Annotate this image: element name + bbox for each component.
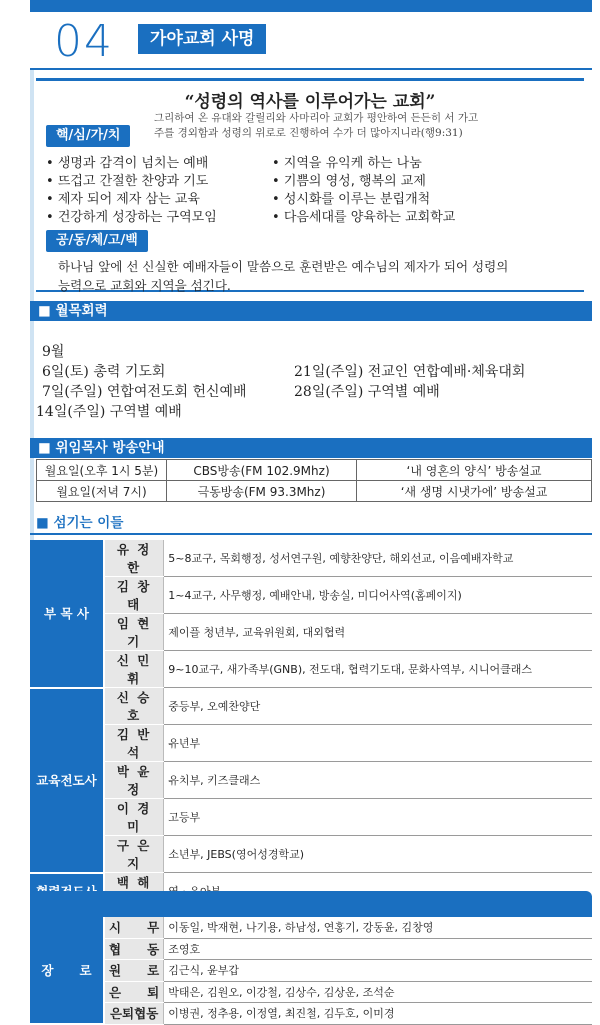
table-row [30,960,592,982]
core-values-label: 핵/심/가/치 [46,125,130,147]
elder-names: 조영호 [164,938,592,960]
motto: “성령의 역사를 이루어가는 교회” [184,92,436,112]
schedule-row [36,382,592,402]
schedule-item: 7일(주일) 연합여전도회 헌신예배 [42,384,247,400]
verse-line-2: 주를 경외함과 성령의 위로로 진행하여 수가 더 많아지니라(행9:31) [154,127,463,139]
table-row [30,725,592,762]
elder-category: 원 로 [104,960,164,982]
monthly-calendar-header: ■ 월목회력 [30,301,592,321]
broadcast-time: 월요일(저녁 7시) [37,481,167,502]
table-row [30,1003,592,1025]
staff-duty: 고등부 [164,799,592,836]
core-value: • 지역을 유익케 하는 나눔 [272,155,455,173]
table-row [30,938,592,960]
elder-names: 이병권, 정추용, 이정열, 최진철, 김두호, 이미경 [164,1003,592,1025]
common-line-2: 능력으로 교회와 지역을 섬긴다. [58,278,231,293]
schedule-item: 28일(주일) 구역별 예배 [294,384,440,400]
elder-category: 협 동 [104,938,164,960]
schedule-row [36,362,592,382]
table-row [37,460,592,481]
staff-name: 신 승 호 [104,688,164,725]
role-elders: 장 로 [30,917,104,1025]
table-row [30,614,592,651]
common-confession [58,257,578,295]
schedule-item: 6일(토) 총력 기도회 [42,364,166,380]
staff-name: 박 윤 정 [104,762,164,799]
table-row [30,762,592,799]
table-row [30,836,592,873]
page-header [30,12,592,70]
staff-duty: 유치부, 키즈클래스 [164,762,592,799]
staff-name: 백 해 [104,873,164,910]
core-value: • 생명과 감격이 넘치는 예배 [46,155,217,173]
table-row [30,981,592,1003]
table-row [30,917,592,939]
common-confession-label: 공/동/체/고/백 [46,230,148,252]
verse [154,111,574,141]
section-title: 가야교회 사명 [138,24,266,54]
table-row [30,651,592,688]
staff-name: 신 민 휘 [104,651,164,688]
core-value: • 제자 되어 제자 삼는 교육 [46,191,217,209]
core-value: • 기쁨의 영성, 행복의 교제 [272,173,455,191]
staff-duty: 9~10교구, 새가족부(GNB), 전도대, 협력기도대, 문화사역부, 시니어클래스 [164,651,592,688]
schedule-item: 21일(주일) 전교인 연합예배·체육대회 [294,364,526,380]
staff-duty: 중등부, 오예찬양단 [164,688,592,725]
header-topbar [30,0,592,12]
elder-names: 이동일, 박재현, 나기용, 하남성, 연홍기, 강동윤, 김창영 [164,917,592,939]
staff-name: 이 경 미 [104,799,164,836]
elder-names: 박태은, 김원오, 이강철, 김상수, 김상운, 조석순 [164,981,592,1003]
role-associate-pastor: 부 목 사 [30,540,104,688]
table-row [30,799,592,836]
table-row [30,577,592,614]
common-line-1: 하나님 앞에 선 신실한 예배자들이 말씀으로 훈련받은 예수님의 제자가 되어 성령의 [58,259,509,274]
staff-name: 유 정 한 [104,540,164,577]
staff-name: 김 창 태 [104,577,164,614]
broadcast-station: CBS방송(FM 102.9Mhz) [167,460,357,481]
core-value: • 뜨겁고 간절한 찬양과 기도 [46,173,217,191]
broadcast-table [36,459,592,502]
staff-duty: 1~4교구, 사무행정, 예배안내, 방송실, 미디어사역(홈페이지) [164,577,592,614]
broadcast-program: ‘새 생명 시냇가에’ 방송설교 [357,481,592,502]
staff-name: 임 현 기 [104,614,164,651]
footer-bar [30,891,592,917]
section-number: 04 [54,16,114,67]
role-education-evangelist: 교육전도사 [30,688,104,873]
table-row [30,540,592,577]
staff-header: ■ 섬기는 이들 [30,513,592,535]
staff-table [30,540,592,1025]
core-value: • 다음세대를 양육하는 교회학교 [272,209,455,227]
schedule-month: 9월 [42,344,65,360]
core-value: • 성시화를 이루는 분립개척 [272,191,455,209]
staff-name: 구 은 지 [104,836,164,873]
core-value: • 건강하게 성장하는 구역모임 [46,209,217,227]
monthly-schedule [36,342,592,422]
verse-line-1: 그리하여 온 유대와 갈릴리와 사마리아 교회가 평안하여 든든히 서 가고 [154,112,479,124]
broadcast-program: ‘내 영혼의 양식’ 방송설교 [357,460,592,481]
broadcast-time: 월요일(오후 1시 5분) [37,460,167,481]
elder-category: 시 무 [104,917,164,939]
broadcast-station: 극동방송(FM 93.3Mhz) [167,481,357,502]
elder-names: 김근식, 윤부갑 [164,960,592,982]
staff-name: 김 반 석 [104,725,164,762]
values-box [36,78,584,292]
schedule-item: 14일(주일) 구역별 예배 [36,404,182,420]
staff-duty: 소년부, JEBS(영어성경학교) [164,836,592,873]
staff-duty: 5~8교구, 목회행정, 성서연구원, 예향찬양단, 해외선교, 이음예배자학교 [164,540,592,577]
elder-category: 은 퇴 [104,981,164,1003]
core-values-right [272,155,455,227]
table-row [37,481,592,502]
staff-duty: 제이플 청년부, 교육위원회, 대외협력 [164,614,592,651]
elder-category: 은퇴협동 [104,1003,164,1025]
staff-duty: 유년부 [164,725,592,762]
table-row [30,688,592,725]
broadcast-header: ■ 위임목사 방송안내 [30,438,592,458]
schedule-row [36,402,592,422]
core-values-left [46,155,217,227]
